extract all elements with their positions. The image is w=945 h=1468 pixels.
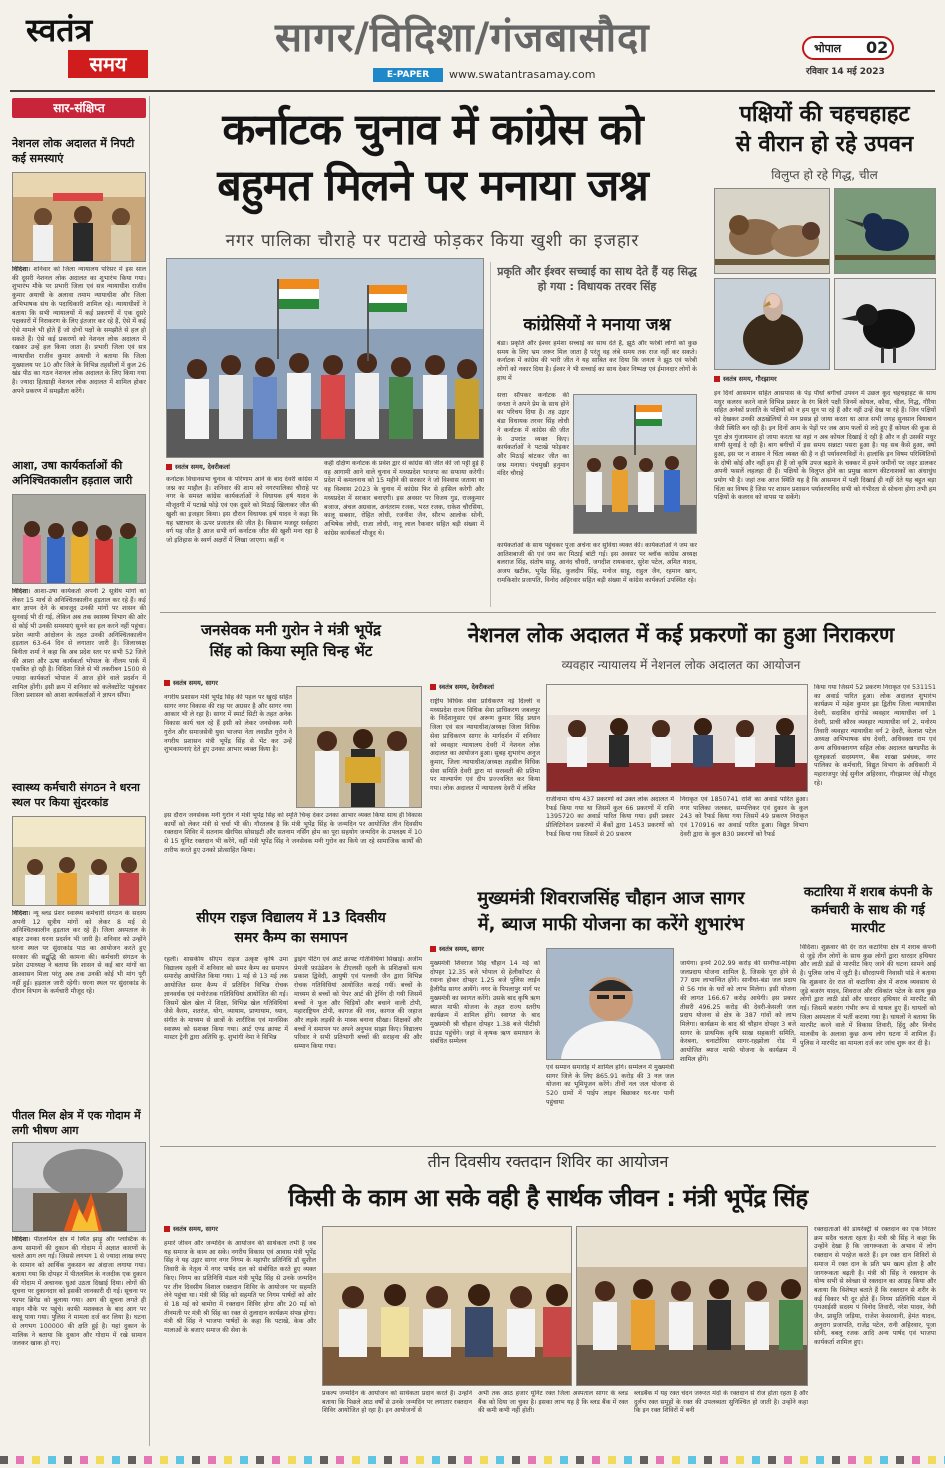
- blood-photo-right: [576, 1226, 808, 1386]
- website-link[interactable]: www.swatantrasamay.com: [449, 68, 596, 81]
- blood-byline-text: स्वतंत्र समय, सागर: [173, 1225, 218, 1233]
- byline-marker-icon: [430, 946, 436, 952]
- lead-byline-text: स्वतंत्र समय, देवरीकलां: [175, 463, 230, 471]
- congress-box: [490, 262, 702, 607]
- lokadalat-col1: राष्ट्रीय विधिक सेवा प्राधिकरण नई दिल्ली व मध्यप्रदेश राज्य विधिक सेवा प्राधिकरण जबलपुर के निर्देशानुसार एवं अरूण कुमार सिंह प्रधान जिला एवं सत्र न्यायाधीश/अध्यक्ष जिला विधिक सेवा प्राधिकरण सागर के मार्गदर्शन में शनिवार को व्यवहार न्यायालय देवरी में नेशनल लोक अदालत का आयोजन हुआ। सुबह शुभारंभ अनुज कुमार, जिला न्यायाधीश/अध्यक्ष तहसील विधिक सेवा समिति देवरी द्वारा मां सरस्वती की प्रतिमा पर माल्यार्पण एवं दीप प्रज्ज्वलित कर किया गया। लोक अदालत में न्यायालय देवरी में लंबित: [430, 698, 540, 793]
- blood-col1: हमारे जीवन और जन्मदिन के आयोजन की सार्थकता तभी है जब यह समाज के काम आ सके। नगरीय विकास एवं आवास मंत्री भूपेंद्र सिंह ने यह उद्गार सागर नगर निगम के महापौर प्रतिनिधि डॉ सुशील तिवारी के नेतृत्व में नगर पार्षद दल को संबोधित करते हुए व्यक्त किए। निगम का प्रतिनिधि मंडल मंत्री भूपेंद्र सिंह से उनके जन्मदिन पर तीन दिवसीय विशाल रक्तदान शिविर के आयोजन पर सहमति लेने पहुंचा था। मंत्री श्री सिंह को सहमति पर निगम पार्षदों को ओर से 18 मई को बामोरा में रक्तदान शिविर होगा और 20 मई को तीनमती पर मंत्री श्री सिंह का रक्त से तुलादान कार्यक्रम संपन्न होगा। मंत्री श्री सिंह ने भाजपा पार्षदों के कहा कि पटाखे, केक और मालाओं के बजाए समाज की सेवा के: [164, 1240, 316, 1335]
- region-title: सागर/विदिशा/गंजबासौदा: [275, 15, 650, 61]
- sidebar-item-place: विदिशा: [12, 1236, 29, 1243]
- byline-marker-icon: [166, 464, 172, 470]
- lead-headline-line2: बहुमत मिलने पर मनाया जश्न: [217, 161, 648, 211]
- color-registration-strip: [0, 1456, 945, 1464]
- lokadalat-byline-text: स्वतंत्र समय, देवरीकलां: [439, 683, 494, 691]
- camp-col2: ड्राइंग पेंटिंग एवं आर्ट क्राफ्ट गतिविधियां सिखाई। अजीम प्रेमजी फ़ाउंडेशन के टीएलसी रहली के प्रशिक्षकों सत्य प्रकाश द्विवेदी, आयुषी एवं पल्लवी जैन द्वारा विभिन्न रोचक गतिविधियां आयोजित कराई गयीं। बच्चों के माध्यम से बच्चों को पेपर आर्ट की ट्रेनिंग दी गयी जिसमें बच्चों ने फूल और चिड़ियों और बचाने वाली टोपी, महाराष्ट्रियन टोपी, कागज की नाव, कागज की जहाज और लड़के लड़की के मास्क बनाना सीखा। शिक्षकों और बच्चों ने समापन पर अपने अनुभव साझा किए। विद्यालय परिवार ने सभी प्रतिभागी बच्चों की सराहना की और सम्मान किया गया।: [294, 956, 422, 1051]
- lead-body-col1: कर्नाटक विधानसभा चुनाव के परिणाम आने के बाद देवरी कांग्रेस में जश्न का माहौल है। शनिवार की शाम को नगरपालिका चौराहे पर नगर के समस्त कांग्रेस कार्यकर्ताओं ने विधायक हर्ष यादव के मौजूदगी में पटाखे फोड़े एवं एक दूसरे को मिठाई खिलाकर जीत की खुशी का इजहार किया। इस दौरान विधायक हर्ष यादव ने कहा कि यह भ्रष्टाचार के ऊपर प्रजातंत्र की जीत है। किसान मजदूर सर्वहारा वर्ग यह जीत है आज सभी वर्ग कर्नाटक जीत की खुशी मना रहा है जो इतिहास के स्वर्ण अक्षरों में लिखा जाएगा। कहीं न: [166, 476, 318, 544]
- blood-kicker: तीन दिवसीय रक्तदान शिविर का आयोजन: [427, 1152, 669, 1171]
- logo-line1: स्वतंत्र: [26, 11, 93, 49]
- sidebar-item-body: शनिवार को जिला न्यायालय परिसर में इस साल की दूसरी नेशनल लोक अदालत का शुभारंभ किया गया। शुभारंभ मौके पर प्रभारी जिला एवं सत्र न्यायाधीश राजीव कुमार अयाची के अलावा तमाम न्यायाधीश और जिला अभिभाषक संघ के पदाधिकारी शामिल रहे। न्यायाधीशों ने बताया कि सभी न्यायालयों में कई प्रकरणों में एक दूसरे पक्षकारों में निराकरण के लिए इंतजार कर रहे हैं, ऐसे में कई ऐसे मामले भी होते हैं जो दोनों पक्षों के समझौते से हल हो सकते हैं। ऐसे कई प्रकरणों को नेशनल लोक अदालत में रखकर उन्हें हल किया जाता है। प्रभारी जिला एवं सत्र न्यायाधीश राजीव कुमार अयाची ने बताया कि जिला मुख्यालय पर 10 और जिले के विभिन्न तहसीलों में कुल 26 खंड पीठ का गठन नेशनल लोक अदालत के लिए किया गया है। ज्यादा हितग्राही नेशनल लोक अदालत में शामिल होकर अपने प्रकरण में समझौता करेंगे।: [12, 266, 146, 395]
- sidebar-photo-asha: [12, 494, 146, 584]
- lokadalat-photo: [546, 684, 808, 792]
- congress-text-top: बंडा। प्रकृति और ईश्वर हमेशा सच्चाई का साथ देते हैं, झूठे और फरेबी लोगों को कुछ समय के लिए भ्रम जरूर मिल जाता है परंतु वह लंबे समय तक राज नहीं कर सकते। कर्नाटक में कांग्रेस की भारी जीत ने यह साबित कर दिया कि जनता ने झूठ एवं फरेबी लोगों को नकार दिया है। ईश्वर ने भी सच्चाई का साथ देकर निष्पक्ष एवं ईमानदार लोगों के हाथ में: [497, 340, 697, 382]
- blood-byline: [164, 1224, 304, 1233]
- cm-photo-portrait: [546, 948, 674, 1060]
- congress-headline: कांग्रेसियों ने मनाया जश्न: [523, 315, 671, 335]
- city-label: भोपाल: [814, 42, 842, 55]
- birds-deck: विलुप्त हो रहे गिद्ध, चील: [771, 168, 878, 182]
- sidebar-photo-sundarkand: [12, 816, 146, 906]
- sidebar-photo-fire: [12, 1142, 146, 1232]
- birds-text: इन दिनों आसमान सहित आसपास के पेड़ पौधों बगीचों उपवन में उछल कूद चहचहाहट के साथ मधुर कलरव करने वाले विभिन्न प्रकार के रंग बिरंगे पक्षी जिनमें कोयल, कौवा, चील, गिद्ध, गौरैया सहित अनेकों प्रजाति के पक्षियों को न हम सुन पा रहे हैं और नहीं उन्हें देख पा रहे हैं। जिन पक्षियों को देखकर उनकी अठखेलियों से मन प्रसन्न हो जाया करता था आज सभी जगह सुनसान बियाबान जैसी स्थिति बन रही है। इन दिनों आम के पेड़ों पर जब आम फलों से लदे हुए हैं कोयल की कूक से पूरा क्षेत्र गुंजायमान हो जाया करता था वहां न अब कोयल दिखाई दे रही है और न ही उसकी मधुर वाणी सुनाई दे रही है। बाग बगीचों में इस समय सन्नाटा पसरा हुआ है। यह सब कैसे हुआ, क्यों हुआ, इस पर न शासन ने चिंता व्यक्त की है न ही पर्यावरणविदों ने। हालांकि इन विषम परिस्थितियों के दोषी कोई और नहीं हम ही हैं जो कृषि उपज बढ़ाने के चक्कर में हमने जमीनों पर जहर डालकर अपनी फसलें लहलहा दी हैं। पक्षियों के विलुप्त होने का प्रमुख कारण कीटनाशकों का अंधाधुंध प्रयोग भी है। जहां तक आज स्थिति यह है कि आसमान में पक्षी दिखाई ही नहीं देते यह बहुत बड़ा चिंता का विषय है जिस पर शासन प्रशासन पर्यावरणविद सभी को गंभीरता से सोचना होगा तभी हम पक्षियों के कलरव को वापस पा सकेंगे।: [714, 390, 936, 502]
- cm-col2: एवं सम्मान समारोह में शामिल होंगे। सम्मेलन में मुख्यमंत्री सागर जिले के लिए 865.91 करोड़ की 3 नल जल योजना का भूमिपूजन करेंगे। तीनों नल जल योजना से 520 ग्रामों में पाईप लाइन बिछाकर घर-घर पानी पहुंचाया: [546, 1064, 674, 1106]
- lokadalat-col2: राजीनामा योग्य 437 प्रकरणों को उक्त लोक अदालत में रैफर्ड किया गया था जिसमें कुल 66 प्रकरणों में राशि 1395720 का अवार्ड पारित किया गया। इसी प्रकार प्रीलिटिगेशन प्रकरणों में बैंकों द्वारा 1453 प्रकरणों को रैफर्ड किया गया जिसमें से 20 प्रकरण: [546, 796, 674, 838]
- issue-date: रविवार 14 मई 2023: [806, 67, 885, 77]
- cm-headline: [426, 886, 796, 938]
- page-number: 02: [866, 38, 889, 57]
- cm-col3: जायेगा। इनमें 202.99 करोड़ की सानौधा-मड़िया जलप्रदाय योजना शामिल है, जिसके पूरा होने से 77 ग्राम लाभान्वित होंगे। सानौधा-बंडा जल प्रदाय से 56 गांव के घरों को लाभ मिलेगा। इसी योजना की लागत 166.67 करोड़ आयेगी। इस प्रकार तीसरी 496.25 करोड़ की देवरी-केसली जल प्रदाय योजना से क्षेत्र के 387 गांवों को लाभ मिलेगा। कार्यक्रम के बाद श्री चौहान दोपहर 3 बजे सागर के प्राथमिक कृषि साख सहकारी समिति, केरबना, चनाटोरिया सागर-रहझोला रोड में आयोजित ब्याज माफी योजना के कार्यक्रम में शामिल होंगे।: [680, 960, 796, 1063]
- birds-photo-sparrows: [714, 188, 830, 274]
- birds-photo-kingfisher: [834, 188, 936, 274]
- logo-line2: समय: [68, 50, 148, 78]
- memento-byline-text: स्वतंत्र समय, सागर: [173, 679, 218, 687]
- assault-headline: कटारिया में शराब कंपनी के कर्मचारी के साथ की गई मारपीट: [803, 885, 933, 936]
- masthead-rule: [10, 90, 935, 92]
- birds-headline-line1: पक्षियों की चहचहाहट: [739, 102, 910, 127]
- byline-marker-icon: [164, 680, 170, 686]
- sidebar: [10, 96, 150, 1446]
- sidebar-item-text: विदिशा। शनिवार को जिला न्यायालय परिसर में इस साल की दूसरी नेशनल लोक अदालत का शुभारंभ किया गया। शुभारंभ मौके पर प्रभारी जिला एवं सत्र न्यायाधीश राजीव कुमार अयाची के अलावा तमाम न्यायाधीश और जिला अभिभाषक संघ के पदाधिकारी शामिल रहे। न्यायाधीशों ने बताया कि सभी न्यायालयों में कई प्रकरणों में एक दूसरे पक्षकारों में निराकरण के लिए इंतजार कर रहे हैं, ऐसे में कई ऐसे मामले भी होते हैं जो दोनों पक्षों के समझौते से हल हो सकते हैं। ऐसे कई प्रकरणों को नेशनल लोक अदालत में रखकर उन्हें हल किया जाता है। प्रभारी जिला एवं सत्र न्यायाधीश राजीव कुमार अयाची ने बताया कि जिला मुख्यालय पर 10 और जिले के विभिन्न तहसीलों में कुल 26 खंड पीठ का गठन नेशनल लोक अदालत के लिए किया गया है। ज्यादा हितग्राही नेशनल लोक अदालत में शामिल होकर अपने प्रकरण में समझौता करेंगे।: [12, 266, 146, 395]
- cm-headline-line1: मुख्यमंत्री शिवराजसिंह चौहान आज सागर: [477, 888, 745, 909]
- lead-photo-celebration: [166, 258, 484, 458]
- lokadalat-col4: किया गया जिसमें 52 प्रकरण निराकृत एवं 531151 का अवार्ड पारित हुआ। लोक अदालत शुभारंभ कार्यक्रम में महेश कुमार झा द्वितीय जिला न्यायाधीश देवरी, सदाशिव दांगोडे व्यवहार न्यायाधीश वर्ग 1 देवरी, प्राची कौरव व्यवहार न्यायाधीश वर्ग 2, मनोरम तिवारी व्यवहार न्यायाधीश वर्ग 2 देवरी, केलाश पटेल अध्यक्ष अभिभाषक संघ देवरी, अधिवक्ता राम एवं अन्य अधिवक्तागण सहित लोक अदालत खण्डपीठ के सुलहकर्ता सदस्यगण, बैंक शाखा प्रबंधक, नगर पालिका के कर्मचारी, विद्युत विभाग के अधिकारी में महाराजपुर जेई सुनील अहिरवार, गौरझामर जेई मौजूद रहे।: [814, 684, 936, 787]
- lead-headline-line1: कर्नाटक चुनाव में कांग्रेस को: [222, 105, 643, 155]
- lokadalat-byline: [430, 682, 550, 691]
- sidebar-photo-court: [12, 172, 146, 262]
- sidebar-item-text: विदिशा। पीतलमिल क्षेत्र में स्थित झाड़ू और प्लास्टिक के अन्य सामानों की दुकान की गोदाम में अज्ञात कारणों के चलते आग लग गई। जिससे लगभग 1 से ज्यादा लाख रुपए के सामान को आर्थिक नुकसान का अंदाजा लगाया गया। बताया गया कि दोपहर में पीतलमिल के नजदीक एक दुकान की गोदाम में अचानक धुआं उठता दिखाई दिया। लोगों की सूचना पर दुकानदार को इसकी जानकारी दी गई। सूचना पर फायर ब्रिगेड को बुलाया गया। आग की सूचना लगते ही वाहन मौके पर पहुंचे। काफी मशक्कत के बाद आग पर काबू पाया गया। पुलिस ने मामला दर्ज कर लिया है। घटना से लगभग 100000 की क्षति हुई है। यहां दुकान के मालिक ने बताया कि दुकान और गोदाम में रखे सामान जलकर खाक हो गए।: [12, 1236, 146, 1348]
- sidebar-item-body: न्यू ब्लड प्रेशर स्वास्थ्य कर्मचारी संगठन के सदस्य अपनी 12 सूत्रीय मांगों को लेकर 8 मई से अनिश्चितकालीन हड़ताल कर रहे हैं। जिला अस्पताल के बाहर उनका धरना प्रदर्शन भी जारी है। शनिवार को उन्होंने धरना स्थल पर सुंदरकांड पाठ का आयोजन करते हुए सरकार की सद्बुद्धि की कामना की। कर्मचारी संगठन के प्रदेश उपाध्यक्ष ने बताया कि शासन से कई बार मांगों का आश्वासन मिला परंतु अब तक उनकी कोई भी मांग पूरी नहीं हुई। हड़ताल जारी रहेगी। धरना स्थल पर सुंदरकांड के दौरान विभाग के कर्मचारी मौजूद रहे।: [12, 910, 146, 996]
- congress-text-left: सत्ता सौंपकर कर्नाटक की जनता ने अपने प्रेम के साथ होने का परिचय दिया है। तह उद्गार बंडा विधायक तरवर सिंह लोधी ने कर्नाटक में कांग्रेस की जीत के उपरांत व्यक्त किए। कार्यकर्ताओं ने पटाखे फोड़कर और मिठाई बांटकर जीत का जश्न मनाया। पंचमुखी हनुमान मंदिर चौराहे: [497, 392, 569, 478]
- memento-text-full: इस दौरान जनसेवक मनी गुरोन ने मंत्री भूपेंद्र सिंह को स्मृति चिन्ह देकर उनका आभार व्यक्त किया साथ ही विकास कार्यों को लेकर मंत्री से चर्चा भी की। गौरतलब है कि मंत्री भूपेंद्र सिंह के जन्मदिन पर आयोजित तीन दिवसीय रक्तदान शिविर में सतनाम खैरपिस सोसाइटी और सतनाम नर्सिंग होम का पूरा सहयोग जन्मदिन के उपलक्ष्य में 10 से 15 यूनिट रक्तदान भी करेंगे, वहीं मंत्री भूपेंद्र सिंह ने जनसेवक मनी गुरोन का किये जा रहे सामाजिक कार्यों की तारीफ करते हुए उनको प्रोत्साहित किया।: [164, 812, 422, 854]
- birds-byline: [714, 374, 936, 383]
- camp-headline-line1: सीएम राइज विद्यालय में 13 दिवसीय: [196, 910, 386, 926]
- sidebar-item-place: विदिशा: [12, 910, 29, 917]
- blood-caption-3: ब्लडबैंक में यह रक्त चंदन जरूरत मंदों के रक्तदान से रोज होता रहता है और दुर्लभ रक्त समूहों के रक्त की उपलब्धता सुनिश्चित हो जाती है। उन्होंने कहा कि इन रक्त शिविरों में बनी: [634, 1390, 808, 1415]
- epaper-label: E-PAPER: [373, 68, 443, 82]
- memento-headline-line1: जनसेवक मनी गुरोन ने मंत्री भूपेंद्र: [200, 621, 382, 639]
- birds-headline-line2: से वीरान हो रहे उपवन: [735, 132, 914, 157]
- blood-col4: रक्तदाताओं की डायरेक्ट्री से रक्तदान का एक निरंतर क्रम सदैव चलता रहता है। मंत्री श्री सिंह ने कहा कि उन्होंने देखा है कि जागरूकता के अभाव में लोग रक्तदान से परहेज करते हैं। इन रक्त दान शिविरों से समाज में रक्त दान के प्रति भ्रम खत्म होता है और जागरूकता बढ़ती है। मंत्री श्री सिंह ने रक्तदान के योग्य सभी से स्वेच्छा से रक्तदान का आग्रह किया और बताया कि विशेषज्ञ बताते हैं कि रक्तदान से शरीर के कई विकार भी दूर होते हैं। निगम प्रतिनिधि मंडल में एमआईसी सदस्य पं विनोद तिवारी, नरेश यादव, नेवी जैन, प्रासुति जड़िया, राजेश केसरवानी, हेमंत यादव, अनुराग प्रजापति, राजेंद्र पटेल, रानी अहिरवार, पूजा सोनी, बबलू रजक आदि अन्य पार्षद एवं भाजपा कार्यकर्ता शामिल हुए।: [814, 1226, 936, 1347]
- blood-headline: किसी के काम आ सके वही है सार्थक जीवन : मंत्री भूपेंद्र सिंह: [288, 1184, 808, 1212]
- congress-photo: [573, 394, 697, 534]
- memento-byline: [164, 678, 314, 687]
- memento-headline-line2: सिंह को किया स्मृति चिन्ह भेंट: [209, 642, 373, 660]
- congress-text-bottom: कार्यकर्ताओं के साथ पहुंचकर पूजा अर्चना कर सुविधा व्यक्त की। कार्यकर्ताओं ने जम कर आतिशबाजी की एवं जम कर मिठाई बांटी गई। इस अवसर पर ब्लॉक कांग्रेस अध्यक्ष बलराज सिंह, संतोष साहू, आनंद चौधरी, जगदीश रायकवार, सुरेश पटेल, अमित यादव, अजय खटीक, भूपेंद्र सिंह, कुलदीप सिंह, मनोज साहू, राहुल जैन, रहमान खान, रामकिशोर प्रजापति, विनोद अहिरवार सहित बड़ी संख्या में कांग्रेस कार्यकर्ता उपस्थित रहे।: [497, 542, 697, 584]
- sidebar-item-title: नेशनल लोक अदालत में निपटी कई समस्याएं: [12, 137, 135, 165]
- camp-col1: रहली। शासकीय सीएम राइज उत्कृष्ट कृषि उमा विद्यालय रहली में शनिवार को समर कैम्प का समापन समारोह आयोजित किया गया। 1 मई से 13 मई तक आयोजित समर कैम्प में प्रतिदिन विभिन्न रोचक ज्ञानवर्धक एवं मनोरंजक गतिविधियां आयोजित की गई। जिसमें खेल खेल में शिक्षा, विभिन्न खेल गतिविधियां जैसे कैरम, शतरंज, योग, व्यायाम, प्राणायाम, ध्यान, संगीत के माध्यम से छात्रों के शारीरिक एवं मानसिक स्वास्थ्य को सशक्त किया गया। आर्ट एण्ड क्राफ्ट में मास्टर ट्रेनी द्वारा अतिथि कु. शुभांगी नेमा ने विभिन्न: [164, 956, 288, 1042]
- page-badge: [802, 36, 894, 60]
- cm-byline-text: स्वतंत्र समय, सागर: [439, 945, 484, 953]
- sidebar-item-title: आशा, उषा कार्यकर्ताओं की अनिश्चितकालीन हड़ताल जारी: [12, 459, 133, 487]
- memento-text-right: नगरीय प्रशासन मंत्री भूपेंद्र सिंह की पहल पर खुरई सहित सागर नगर विकास की राह पर अग्रसर है और सागर नया आकार भी ले रहा है। सागर में स्मार्ट सिटी के तहत अनेक विकास कार्य चल रहे हैं इसी को लेकर जनसेवक मनी गुरोन और समाजसेवी युवा भाजपा नेता लवप्रीत गुरोन ने नगरीय प्रशासन मंत्री भूपेंद्र सिंह से भेंट कर उन्हें शुभकामनाएं देते हुए उनका आभार व्यक्त किया है।: [164, 694, 292, 754]
- byline-marker-icon: [714, 376, 720, 382]
- camp-headline: [160, 908, 422, 948]
- memento-headline: [160, 620, 422, 662]
- congress-quote: प्रकृति और ईश्वर सच्चाई का साथ देते हैं यह सिद्ध हो गया : विधायक तरवर सिंह: [497, 265, 697, 293]
- sidebar-item-body: आशा-उषा कार्यकर्ता अपनी 2 सूत्रीय मांगों को लेकर 15 मार्च से अनिश्चितकालीन हड़ताल कर रहे हैं। कई बार ज्ञापन देने के बावजूद उनकी मांगों पर शासन की सुनवाई भी दी गई, लेकिन अब तक स्वास्थ्य विभाग की ओर से कोई भी उनकी समस्याएं सुनने का हल करने नहीं पहुंचा। प्रदेश व्यापी आंदोलन के तहत उनकी अनिश्चितकालीन हड़ताल 63-64 दिन से लगातार जारी है। जिलाध्यक्ष बिनीता शर्मा ने कहा कि अब प्रदेश स्तर पर सभी 52 जिले की आशा और ऊषा कार्यकर्ता भोपाल के नीलम पार्क में एकत्रित हो रही है। विदिशा जिले से भी तकरीबन 1500 से ज्यादा कार्यकर्ता भोपाल में आज होने वाले प्रदर्शन में शामिल होंगी। इसी क्रम में शनिवार को कलेक्टोरेट पहुंचकर जिला प्रशासन को आशा कार्यकर्ताओं ने ज्ञापन सौंपा।: [12, 588, 146, 700]
- lokadalat-deck: व्यवहार न्यायालय में नेशनल लोक अदालत का आयोजन: [561, 658, 801, 672]
- cm-col1: मुख्यमंत्री शिवराज सिंह चौहान 14 मई को दोपहर 12.35 बजे भोपाल से हेलीकॉप्टर से रवाना होकर दोपहर 1.25 बजे पुलिस लाईन हैलीपैड सागर आयेंगे। नगर के पिपलापुर मार्ग पर मुख्यमंत्री का स्वागत करेंगे। उसके बाद कृषि ऋण ब्याज माफी योजना के तहत राज्य स्तरीय कार्यक्रम में शामिल होंगे। स्वागत के बाद मुख्यमंत्री श्री चौहान दोपहर 1.38 बजे पीटीसी ग्राउंड पहुंचेंगे। जहां वे कृषक ऋण समाधान के संबंधित सम्मेलन: [430, 960, 540, 1046]
- section-rule: [160, 1146, 936, 1147]
- assault-text: विदिशा। शुक्रवार की देर रात कटारिया क्षेत्र में शराब कंपनी से जुड़े तीन लोगों के साथ कुछ लोगों द्वारा धारदार हथियार और लाठी डंडों से मारपीट किए जाने की घटना सामने आई है। पुलिस जांच में जुटी है। सौरदापनी निवासी पांडे ने बताया कि शुक्रवार देर रात वो कटारिया क्षेत्र में शराब व्यवसाय से जुड़े बजरंग यादव, शिवराज और रविकांत पटेल के साथ कुछ लोगों द्वारा लाठी डंडों और धारदार हथियार से मारपीट की गई। जिसमें बजरंग गंभीर रूप से घायल हुए हैं। घायलों को जिला अस्पताल में भर्ती कराया गया है। घायलों ने बताया कि मारपीट करने वाले में विकास तिवारी, हिंदु और विनोद मालवीय के अलावा कुछ अन्य लोग घटना में शामिल हैं। पुलिस ने मारपीट का मामला दर्ज कर जांच शुरू कर दी है।: [800, 944, 936, 1047]
- memento-photo: [296, 686, 422, 808]
- lokadalat-headline: नेशनल लोक अदालत में कई प्रकरणों का हुआ निराकरण: [467, 623, 895, 647]
- sidebar-header: सार-संक्षिप्त: [12, 98, 146, 118]
- sidebar-item-body: पीतलमिल क्षेत्र में स्थित झाड़ू और प्लास्टिक के अन्य सामानों की दुकान की गोदाम में अज्ञात कारणों के चलते आग लग गई। जिससे लगभग 1 से ज्यादा लाख रुपए के सामान को आर्थिक नुकसान का अंदाजा लगाया गया। बताया गया कि दोपहर में पीतलमिल के नजदीक एक दुकान की गोदाम में अचानक धुआं उठता दिखाई दिया। लोगों की सूचना पर दुकानदार को इसकी जानकारी दी गई। सूचना पर फायर ब्रिगेड को बुलाया गया। आग की सूचना लगते ही वाहन मौके पर पहुंचे। काफी मशक्कत के बाद आग पर काबू पाया गया। पुलिस ने मामला दर्ज कर लिया है। घटना से लगभग 100000 की क्षति हुई है। यहां दुकान के मालिक ने बताया कि दुकान और गोदाम में रखे सामान जलकर खाक हो गए।: [12, 1236, 146, 1348]
- cm-headline-line2: में, ब्याज माफी योजना का करेंगे शुभारंभ: [477, 914, 745, 935]
- birds-headline: [712, 100, 937, 160]
- byline-marker-icon: [164, 1226, 170, 1232]
- blood-caption-2: अभी तक आठ हजार यूनिट रक्त जिला अस्पताल सागर के ब्लड बैंक को दिया जा चुका है। इसका लाभ यह है कि ब्लड बैंक में रक्त की कमी कभी नहीं होती।: [478, 1390, 628, 1415]
- lead-headline: [160, 102, 705, 214]
- lead-body-col2: कहीं दक्षिण कर्नाटक के प्रवेश द्वार से कांग्रेस की जीत की जो पट्टी हुई है वह आगामी आने वाले चुनाव में मध्यप्रदेश भाजपा का सफाया करेगी। प्रदेश में कमलनाथ को 15 महीने की सरकार ने जो विश्वास जताया था वह विश्वास 2023 के चुनाव में कांग्रेस फिर से हासिल करेगी और मध्यप्रदेश में सरकार बनाएगी। इस अवसर पर विजय गुड, राजकुमार बजाज, अंचल अग्रवाल, अनंतराम रजक, भरत रजक, राकेश चौरसिया, कालू सबवार, रोहित लोधी, रजनीश जैन, सौरभ आलोक सोनी, अभिषेक लोधी, राजा लोधी, नानू लाल रैकवार सहित बड़ी संख्या में कांग्रेस कार्यकर्ता मौजूद थे।: [324, 460, 484, 537]
- sidebar-item-title: पीतल मिल क्षेत्र में एक गोदाम में लगी भीषण आग: [12, 1109, 141, 1137]
- section-rule: [160, 612, 936, 613]
- lokadalat-col3: निराकृत एवं 1850741 राशि का अवार्ड पारित हुआ। नगर पालिका जलकर, सम्पत्तिकर एवं दुकान के कुल 243 को रैफर्ड किया गया जिसमें 49 प्रकरण निराकृत एवं 170916 का अवार्ड पारित हुआ। विद्युत विभाग देवरी द्वारा के कुल 830 प्रकरणों को रैफर्ड: [680, 796, 808, 838]
- sidebar-item-title: स्वास्थ्य कर्मचारी संगठन ने धरना स्थल पर किया सुंदरकांड: [12, 781, 140, 809]
- birds-byline-text: स्वतंत्र समय, गौरझामर: [723, 375, 777, 383]
- camp-headline-line2: समर कैम्प का समापन: [234, 930, 348, 946]
- masthead: [0, 0, 945, 92]
- birds-photo-vulture: [714, 278, 830, 370]
- byline-marker-icon: [430, 684, 436, 690]
- birds-photo-crow: [834, 278, 936, 370]
- sidebar-item-place: विदिशा: [12, 266, 29, 273]
- sidebar-item-place: विदिशा: [12, 588, 29, 595]
- blood-caption-1: प्रकल्प जन्मदिन के आयोजन को सार्थकता प्रदान करते हैं। उन्होंने बताया कि पिछले आठ वर्षों से उनके जन्मदिन पर लगातार रक्तदान शिविर आयोजित हो रहा है। इन आयोजनों से: [322, 1390, 472, 1415]
- lead-deck: नगर पालिका चौराहे पर पटाखे फोड़कर किया खुशी का इजहार: [225, 231, 640, 251]
- cm-byline: [430, 944, 550, 953]
- sidebar-item-text: विदिशा। आशा-उषा कार्यकर्ता अपनी 2 सूत्रीय मांगों को लेकर 15 मार्च से अनिश्चितकालीन हड़ताल कर रहे हैं। कई बार ज्ञापन देने के बावजूद उनकी मांगों पर शासन की सुनवाई भी दी गई, लेकिन अब तक स्वास्थ्य विभाग की ओर से कोई भी उनकी समस्याएं सुनने का हल करने नहीं पहुंचा। प्रदेश व्यापी आंदोलन के तहत उनकी अनिश्चितकालीन हड़ताल 63-64 दिन से लगातार जारी है। जिलाध्यक्ष बिनीता शर्मा ने कहा कि अब प्रदेश स्तर पर सभी 52 जिले की आशा और ऊषा कार्यकर्ता भोपाल के नीलम पार्क में एकत्रित हो रही है। विदिशा जिले से भी तकरीबन 1500 से ज्यादा कार्यकर्ता भोपाल में आज होने वाले प्रदर्शन में शामिल होंगी। इसी क्रम में शनिवार को कलेक्टोरेट पहुंचकर जिला प्रशासन को आशा कार्यकर्ताओं ने ज्ञापन सौंपा।: [12, 588, 146, 700]
- sidebar-item-text: विदिशा। न्यू ब्लड प्रेशर स्वास्थ्य कर्मचारी संगठन के सदस्य अपनी 12 सूत्रीय मांगों को लेकर 8 मई से अनिश्चितकालीन हड़ताल कर रहे हैं। जिला अस्पताल के बाहर उनका धरना प्रदर्शन भी जारी है। शनिवार को उन्होंने धरना स्थल पर सुंदरकांड पाठ का आयोजन करते हुए सरकार की सद्बुद्धि की कामना की। कर्मचारी संगठन के प्रदेश उपाध्यक्ष ने बताया कि शासन से कई बार मांगों का आश्वासन मिला परंतु अब तक उनकी कोई भी मांग पूरी नहीं हुई। हड़ताल जारी रहेगी। धरना स्थल पर सुंदरकांड के दौरान विभाग के कर्मचारी मौजूद रहे।: [12, 910, 146, 996]
- blood-photo-main: [322, 1226, 572, 1386]
